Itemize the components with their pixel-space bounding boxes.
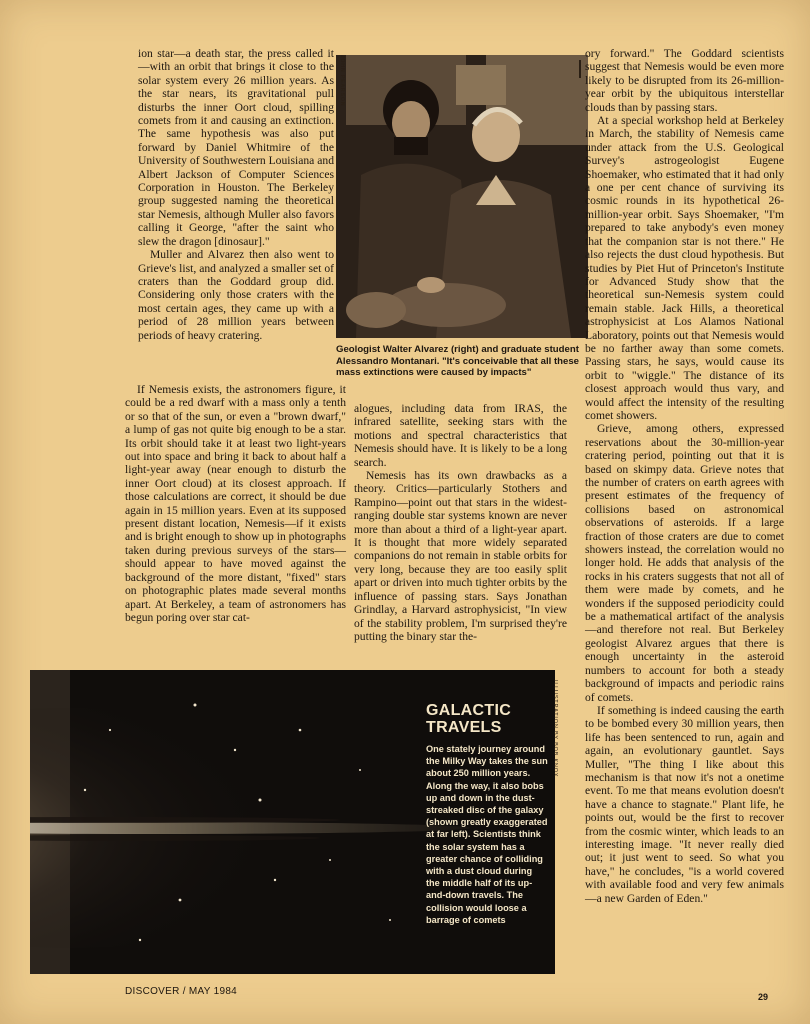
paragraph: If Nemesis exists, the astronomers figure, it could be a red dwarf with a mass only a tenth or so that of the sun, or even a "brown dwarf," a lump of gas not quite big enough to be a star. Its orbit should take it at least two light-years out into space and bring it back to about half a light-year away (near enough to disturb the inner Oort cloud) at its closest approach. If those calculations are correct, it should be due again in 15 million years. Even at its supposed present distant location, Nemesis—if it exists and is bright enough to show up in photographs taken during previous surveys of the stars—should appear to have moved against the background of the more distant, "fixed" stars on photographic plates made several months apart. At Berkeley, a team of astronomers has begun poring over star cat- — [125, 383, 346, 624]
galactic-travels-sidebar — [426, 702, 548, 926]
photo-scientists — [336, 55, 588, 338]
paragraph: Grieve, among others, expressed reservations about the 30-million-year cratering period, pointing out that it is based on skimpy data. Grieve notes that the number of craters on earth agrees with present estimates of the frequency of collisions based on astronomical observations of asteroids. If a large fraction of those craters are due to comet showers instead, the correlation would no longer hold. He adds that analysis of the rocks in his craters suggests that not all of them were made by comets, and he wonders if the supposed periodicity could be a mathematical artifact of the analysis—and therefore not real. But Berkeley geologist Alvarez argues that there is enough uncertainty in the asteroid numbers to account for both a steady background of impacts and periodic rains of comets. — [585, 422, 784, 704]
illustration-credit: ILLUSTRATION BY BOB KNOX — [552, 680, 558, 778]
article-column-2 — [354, 402, 567, 643]
photo-credit: JOHN PEARSON — [339, 55, 345, 107]
paragraph: If something is indeed causing the earth to be bombed every 30 million years, then life has been sentenced to run, again and again, an evolutionary gauntlet. Says Muller, "The thing I like about this mechanism is that now it's not a onetime event. To me that means evolution doesn't have a chance to stagnate." Plant life, he points out, would be the first to recover from the cosmic winter, which leads to an interesting image. "It never really died out; it just went to seed. So what you have," he concludes, "is a world covered with available food and very few animals—a new Garden of Eden." — [585, 703, 784, 905]
page-number: 29 — [758, 992, 769, 1002]
paragraph: Nemesis has its own drawbacks as a theory. Critics—particularly Stothers and Rampino—point out that stars in the widest-ranging double star systems known are never more than about a third of a light-year apart. It is thought that more widely separated companions do not remain in stable orbits for very long, because they are too easily split apart or driven into much tighter orbits by the influence of passing stars. Says Jonathan Grindlay, a Harvard astrophysicist, "In view of the stability problem, I'm surprised they're putting the binary star the- — [354, 469, 567, 643]
sidebar-body: One stately journey around the Milky Way takes the sun about 250 million years. Along the way, it also bobs up and down in the dust-streaked disc of the galaxy (shown greatly exaggerated at far left). Scientists think the solar system has a greater chance of colliding with a dust cloud during the middle half of its up-and-down travels. The collision would loose a barrage of comets — [426, 744, 548, 925]
magazine-footer: DISCOVER / MAY 1984 — [125, 986, 238, 997]
sidebar-title: GALACTIC TRAVELS — [426, 702, 512, 736]
paragraph: alogues, including data from IRAS, the infrared satellite, seeking stars with the motions and spectral characteristics that Nemesis should have. It is likely to be a long search. — [354, 402, 567, 469]
article-column-3 — [585, 47, 784, 905]
article-column-1-bottom — [125, 383, 346, 624]
paragraph: Muller and Alvarez then also went to Grieve's list, and analyzed a smaller set of craters than the Goddard group did. Considering only those craters with the most certain ages, they came up with a period of 28 million years between periods of heavy cratering. — [138, 248, 334, 342]
article-column-1-top — [138, 47, 334, 342]
photo-illustration — [336, 55, 588, 338]
column-rule — [579, 60, 581, 78]
paragraph: ion star—a death star, the press called it—with an orbit that brings it close to the solar system every 26 million years. As the star nears, its gravitational pull disturbs the inner Oort cloud, spilling comets from it and causing an extinction. The same hypothesis was also put forward by Daniel Whitmire of the University of Southwestern Louisiana and Albert Jackson of Computer Sciences Corporation in Houston. The Berkeley group suggested naming the theoretical star Nemesis, although Muller also favors calling it George, "after the saint who slew the dragon [dinosaur]." — [138, 47, 334, 248]
paragraph: At a special workshop held at Berkeley in March, the stability of Nemesis came under attack from the U.S. Geological Survey's astrogeologist Eugene Shoemaker, who estimated that it had only a one per cent chance of surviving its cosmic rounds in its hypothetical 26-million-year orbit. Says Shoemaker, "I'm prepared to take anybody's even money that the companion star is not there." He also rejects the dust cloud hypothesis. But studies by Piet Hut of Princeton's Institute for Advanced Study show that the theoretical sun-Nemesis system could remain stable. Jack Hills, a theoretical astrophysicist at Los Alamos National Laboratory, points out that Nemesis would be no farther away than some comets. Passing stars, he says, would cause its orbit to "wiggle." The distance of its closest approach would thus vary, and would affect the intensity of the resulting comet showers. — [585, 114, 784, 422]
photo-caption: Geologist Walter Alvarez (right) and graduate student Alessandro Montanari. "It's conceivable that all these mass extinctions were caused by impacts" — [336, 344, 580, 379]
paragraph: ory forward." The Goddard scientists suggest that Nemesis would be even more likely to be disrupted from its 26-million-year orbit by the ubiquitous interstellar clouds than by passing stars. — [585, 47, 784, 114]
